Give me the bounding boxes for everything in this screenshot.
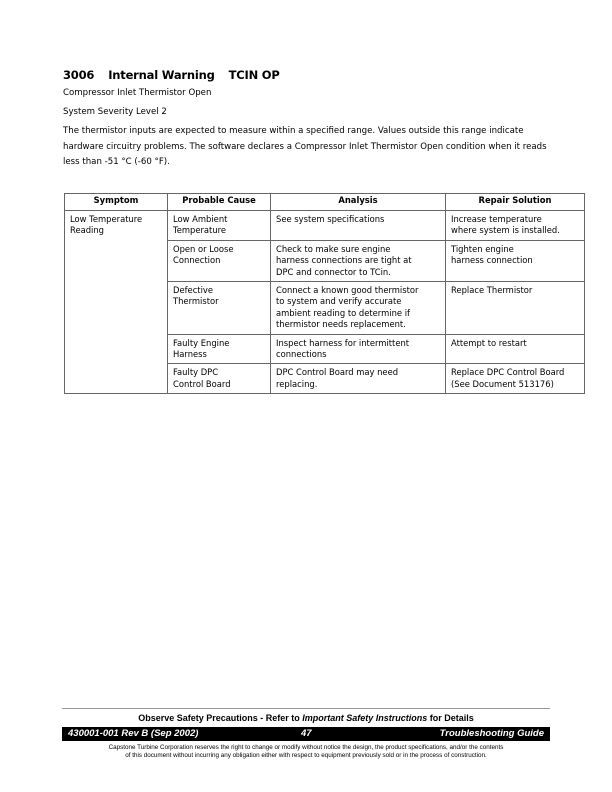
- header-probable-cause: Probable Cause: [168, 194, 271, 211]
- cell-line: harness connection: [451, 255, 533, 266]
- repair-cell: [446, 334, 585, 364]
- cell-line: Connection: [173, 255, 221, 266]
- description-line: hardware circuitry problems. The software declares a Compressor Inlet Thermistor Open condition when it reads: [63, 141, 547, 152]
- cell-line: replacing.: [276, 378, 318, 389]
- document-id: 430001-001 Rev B (Sep 2002): [68, 728, 199, 739]
- safety-notice-prefix: Observe Safety Precautions - Refer to: [138, 713, 303, 723]
- fault-heading: [63, 68, 294, 82]
- cell-line: Increase temperature: [451, 214, 542, 224]
- cell-line: Defective: [173, 285, 214, 296]
- cause-cell: [168, 364, 271, 394]
- analysis-cell: [271, 282, 446, 335]
- page-number: 47: [301, 728, 312, 739]
- fault-type: Internal Warning: [108, 68, 215, 82]
- cell-line: Check to make sure engine: [276, 243, 391, 254]
- severity-level: System Severity Level 2: [63, 107, 167, 117]
- cell-line: (See Document 513176): [451, 378, 554, 389]
- guide-title: Troubleshooting Guide: [439, 728, 544, 739]
- cause-cell: [168, 240, 271, 281]
- analysis-cell: [271, 211, 446, 241]
- cell-line: Temperature: [173, 225, 227, 236]
- symptom-cell: [65, 211, 168, 394]
- repair-cell: [446, 240, 585, 281]
- repair-cell: [446, 211, 585, 241]
- fault-subtitle: Compressor Inlet Thermistor Open: [63, 88, 212, 98]
- safety-notice-suffix: for Details: [427, 713, 474, 723]
- cell-line: DPC and connector to TCin.: [276, 266, 391, 277]
- cell-line: thermistor needs replacement.: [276, 319, 406, 330]
- safety-notice: [62, 713, 550, 723]
- description-line: less than -51 °C (-60 °F).: [63, 157, 170, 167]
- footer-bar: [62, 727, 550, 741]
- fault-description: [63, 124, 553, 171]
- analysis-cell: [271, 364, 446, 394]
- cell-line: Attempt to restart: [451, 337, 527, 348]
- cell-line: Replace Thermistor: [451, 285, 533, 296]
- fault-code: 3006: [63, 68, 95, 82]
- cell-line: Reading: [70, 225, 104, 236]
- cell-line: Inspect harness for intermittent: [276, 337, 410, 348]
- cell-line: Thermistor: [173, 296, 219, 307]
- footer-divider: [62, 708, 550, 709]
- disclaimer: [62, 744, 550, 760]
- troubleshooting-table: [64, 193, 585, 394]
- cell-line: DPC Control Board may need: [276, 367, 399, 378]
- repair-cell: [446, 282, 585, 335]
- header-analysis: Analysis: [271, 194, 446, 211]
- fault-name: TCIN OP: [228, 68, 280, 82]
- analysis-cell: [271, 334, 446, 364]
- cause-cell: [168, 282, 271, 335]
- cell-line: Control Board: [173, 378, 231, 389]
- repair-cell: [446, 364, 585, 394]
- cell-line: Replace DPC Control Board: [451, 367, 565, 378]
- cell-line: Open or Loose: [173, 243, 234, 254]
- cell-line: Faulty Engine: [173, 337, 230, 348]
- table-row: [65, 211, 585, 241]
- cell-line: Faulty DPC: [173, 367, 219, 378]
- header-symptom: Symptom: [65, 194, 168, 211]
- cell-line: See system specifications: [276, 214, 385, 224]
- cell-line: harness connections are tight at: [276, 255, 412, 266]
- cell-line: Harness: [173, 349, 207, 360]
- disclaimer-line: of this document without incurring any obligation either with respect to equipment previously sold or in the process of construction.: [125, 752, 487, 759]
- cell-line: Low Ambient: [173, 214, 228, 224]
- cause-cell: [168, 211, 271, 241]
- table-header-row: [65, 194, 585, 211]
- cell-line: Low Temperature: [70, 214, 143, 224]
- safety-notice-emphasis: Important Safety Instructions: [302, 713, 428, 723]
- cell-line: Tighten engine: [451, 243, 514, 254]
- cause-cell: [168, 334, 271, 364]
- cell-line: to system and verify accurate: [276, 296, 402, 307]
- cell-line: where system is installed.: [451, 225, 560, 236]
- header-repair-solution: Repair Solution: [446, 194, 585, 211]
- cell-line: Connect a known good thermistor: [276, 285, 419, 296]
- cell-line: connections: [276, 349, 327, 360]
- description-line: The thermistor inputs are expected to measure within a specified range. Values outside this range indicate: [63, 126, 524, 136]
- disclaimer-line: Capstone Turbine Corporation reserves the right to change or modify without notice the design, the product specifications, and/or the contents: [108, 744, 504, 751]
- analysis-cell: [271, 240, 446, 281]
- cell-line: ambient reading to determine if: [276, 307, 410, 318]
